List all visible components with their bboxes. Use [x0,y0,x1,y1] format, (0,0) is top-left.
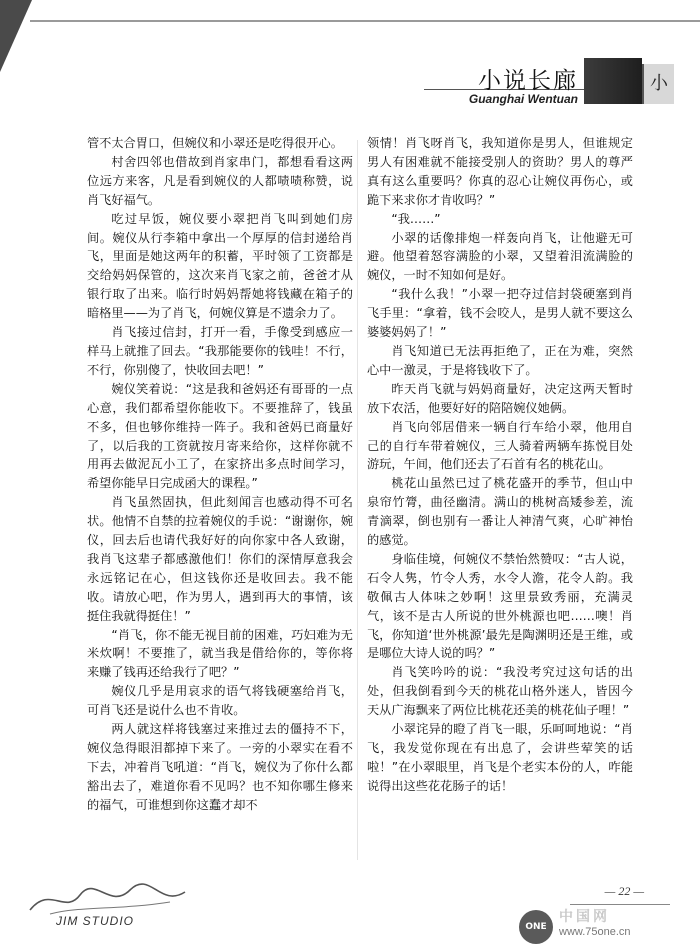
right-column [367,134,633,796]
watermark-url: www.75one.cn [559,926,631,938]
paragraph: “我……” [391,211,441,226]
watermark-logo-text: 中国网 [559,909,610,925]
paragraph: 小翠的话像排炮一样轰向肖飞，让他避无可避。他望着怒容满脸的小翠，又望着泪流满脸的婉仪，一时不知如何是好。 [367,230,633,283]
paragraph: 肖飞接过信封，打开一看，手像受到感应一样马上就推了回去。“我那能要你的钱哇！不行，不行，你别傻了，快收回去吧！” [87,325,353,377]
paragraph: 婉仪几乎是用哀求的语气将钱硬塞给肖飞，可肖飞还是说什么也不肯收。 [87,684,353,718]
section-subtitle: Guanghai Wentuan [468,92,578,106]
paragraph: “我什么我！”小翠一把夺过信封袋硬塞到肖飞手里：“拿着，钱不会咬人，是男人就不要这么婆婆妈妈了！” [367,287,633,340]
paragraph: 两人就这样将钱塞过来推过去的僵持不下，婉仪急得眼泪都掉下来了。一旁的小翠实在看不下去，冲着肖飞吼道：“肖飞，婉仪为了你什么都豁出去了，难道你看不见吗？也不知你哪生修来的福气，可谁想到你这蠢才却不 [87,722,353,812]
watermark [519,904,694,946]
studio-signature [20,880,200,940]
header-dark-bar [584,58,642,104]
top-rule [30,20,700,22]
paragraph: 小翠诧异的瞪了肖飞一眼，乐呵呵地说：“肖飞，我发觉你现在有出息了，会讲些荤笑的话啦！”在小翠眼里，肖飞是个老实本份的人，咋能说得出这些花花肠子的话！ [367,722,633,793]
paragraph: 肖飞虽然固执，但此刻闻言也感动得不可名状。他情不自禁的拉着婉仪的手说：“谢谢你，婉仪，回去后也请代我好好的向你家中各人致谢，我肖飞这辈子都感激他们！你们的深情厚意我会永远铭记在心，但这钱你还是收回去。我不能收。请放心吧，作为男人，遇到再大的事情，该挺住我就得挺住！” [87,495,353,623]
paragraph: 肖飞笑吟吟的说：“我没考究过这句话的出处，但我倒看到今天的桃花山格外迷人，皆因今天从广海飘来了两位比桃花还美的桃花仙子哩！” [367,665,633,718]
paragraph: 身临佳境，何婉仪不禁怡然赞叹：“古人说，石令人隽，竹令人秀，水令人澹，花令人韵。我敬佩古人体味之妙啊！这里景致秀丽，充满灵气，该不是古人所说的世外桃源也吧……噢！肖飞，你知道‘世外桃源’最先是陶渊明还是王维，或是哪位大诗人说的吗？” [367,551,633,661]
section-title: 小说长廊 [478,68,578,94]
globe-icon: ONE [519,910,553,944]
paragraph: 肖飞向邻居借来一辆自行车给小翠，他用自己的自行车带着婉仪，三人骑着两辆车拣悦目处游玩，午间，他们还去了石首有名的桃花山。 [367,419,633,472]
paragraph: “肖飞，你不能无视目前的困难，巧妇难为无米炊啊！不要推了，就当我是借给你的，等你将来赚了钱再还给我行了吧？” [87,627,353,680]
header-tab: 小 [642,64,674,104]
column-divider [357,140,358,860]
paragraph: 领情！肖飞呀肖飞，我知道你是男人，但谁规定男人有困难就不能接受别人的资助？男人的尊严真有这么重要吗？你真的忍心让婉仪再伤心，或跪下来求你才肯收吗？” [367,136,633,207]
page-number: — 22 — [604,884,644,898]
paragraph: 吃过早饭，婉仪要小翠把肖飞叫到她们房间。婉仪从行李箱中拿出一个厚厚的信封递给肖飞，里面是她这两年的积蓄，平时领了工资都是交给妈妈保管的，这次来肖飞家之前，爸爸才从银行取了出来。临行时妈妈帮她将钱藏在箱子的暗格里——为了肖飞，何婉仪算是不遗余力了。 [87,211,353,321]
paragraph: 管不太合胃口，但婉仪和小翠还是吃得很开心。 [87,136,343,150]
paragraph: 婉仪笑着说：“这是我和爸妈还有哥哥的一点心意，我们都希望你能收下。不要推辞了，钱虽不多，但也够你维持一阵子。我和爸妈已商量好了，以后我的工资就按月寄来给你，这样你就不用再去做泥瓦小工了，在家挤出多点时间学习，希望你能早日完成函大的课程。” [87,381,353,491]
section-header [424,58,674,104]
paragraph: 村舍四邻也借故到肖家串门，都想看看这两位远方来客，凡是看到婉仪的人都啧啧称赞，说肖飞好福气。 [87,154,353,207]
corner-decoration [0,0,32,72]
left-column [87,134,353,815]
paragraph: 桃花山虽然已过了桃花盛开的季节，但山中泉帘竹膂，曲径幽清。满山的桃树高矮参差，流青滴翠，倒也别有一番让人神清气爽，心旷神怡的感觉。 [367,476,633,548]
paragraph: 肖飞知道已无法再拒绝了，正在为难，突然心中一激灵，于是将钱收下了。 [367,343,633,377]
paragraph: 昨天肖飞就与妈妈商量好，决定这两天暂时放下农活，他要好好的陪陪婉仪她俩。 [367,381,633,415]
studio-label: JIM STUDIO [56,914,134,928]
